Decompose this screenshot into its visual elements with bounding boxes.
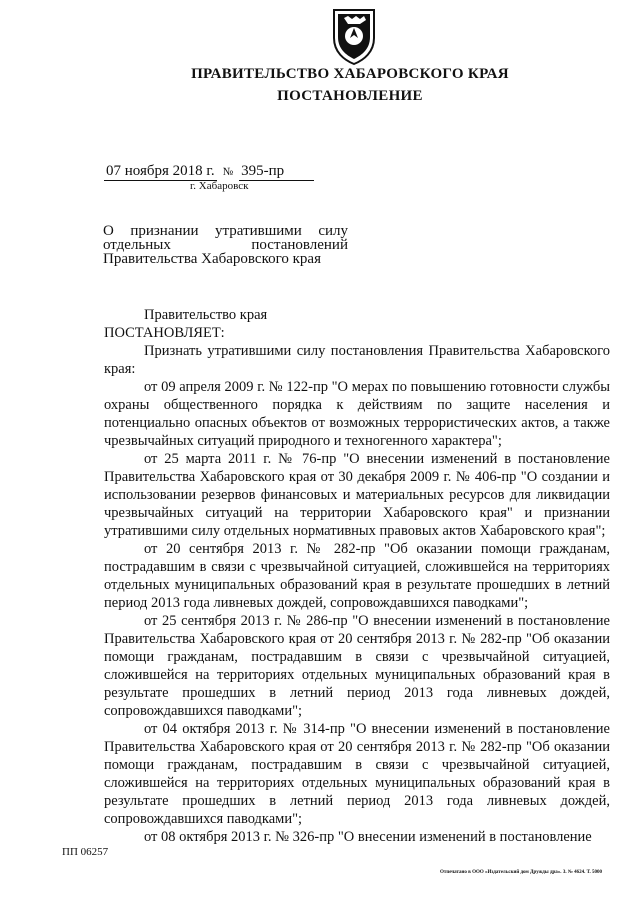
- doc-type-title: ПОСТАНОВЛЕНИЕ: [277, 88, 423, 104]
- paragraph: от 25 марта 2011 г. № 76-пр "О внесении изменений в постановление Правительства Хабаровского края от 30 декабря 2009 г. № 406-пр "О создании и использовании резервов финансовых и материальных ресурсов для ликвидации чрезвычайных ситуаций на территории Хабаровского края" и признании утратившими силу отдельных нормативных правовых актов Хабаровского края";: [104, 451, 610, 539]
- paragraph: от 09 апреля 2009 г. № 122-пр "О мерах по повышению готовности службы охраны общественного порядка к действиям по защите населения и потенциально опасных объектов от возможных террористических актов, а также чрезвычайных ситуаций природного и техногенного характера";: [104, 379, 610, 449]
- decides-line: ПОСТАНОВЛЯЕТ:: [104, 325, 225, 341]
- paragraph: от 20 сентября 2013 г. № 282-пр "Об оказании помощи гражданам, пострадавшим в связи с чрезвычайной ситуацией, сложившейся на территориях отдельных муниципальных образований края в результате прошедших в летний период 2013 года ливневых дождей, сопровождавшихся паводками";: [104, 541, 610, 611]
- city-label: г. Хабаровск: [190, 180, 249, 192]
- paragraph: от 25 сентября 2013 г. № 286-пр "О внесении изменений в постановление Правительства Хабаровского края от 20 сентября 2013 г. № 282-пр "Об оказании помощи гражданам, пострадавшим в связи с чрезвычайной ситуацией, сложившейся на территориях отдельных муниципальных образований края в результате прошедших в летний период 2013 года ливневых дождей, сопровождавшихся паводками";: [104, 613, 610, 719]
- number-label: №: [222, 166, 234, 178]
- document-code: ПП 06257: [62, 846, 109, 858]
- coat-of-arms-emblem: [330, 4, 378, 66]
- doc-date: 07 ноября 2018 г.: [106, 163, 215, 179]
- paragraph: от 08 октября 2013 г. № 326-пр "О внесении изменений в постановление: [144, 829, 592, 845]
- date-number-line: [104, 163, 314, 181]
- document-subject: О признании утратившими силу отдельных постановлений Правительства Хабаровского края: [103, 223, 348, 267]
- document-body: [104, 306, 610, 846]
- printer-note: Отпечатано в ООО «Издательский дом Дружды дра». З. № 4624. Т. 5000: [440, 870, 603, 875]
- paragraph: Признать утратившими силу постановления Правительства Хабаровского края:: [104, 343, 610, 377]
- org-title: ПРАВИТЕЛЬСТВО ХАБАРОВСКОГО КРАЯ: [191, 66, 509, 82]
- government-line: Правительство края: [144, 307, 268, 323]
- paragraph: от 04 октября 2013 г. № 314-пр "О внесении изменений в постановление Правительства Хабаровского края от 20 сентября 2013 г. № 282-пр "Об оказании помощи гражданам, пострадавшим в связи с чрезвычайной ситуацией, сложившейся на территориях отдельных муниципальных образований края в результате прошедших в летний период 2013 года ливневых дождей, сопровождавшихся паводками";: [104, 721, 610, 827]
- doc-number: 395-пр: [239, 163, 314, 181]
